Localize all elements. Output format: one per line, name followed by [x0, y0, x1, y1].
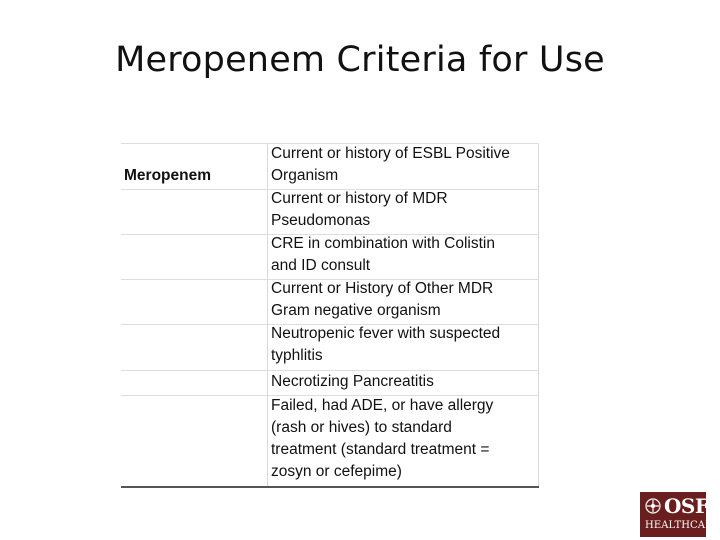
criteria-line: CRE in combination with Colistin: [271, 235, 495, 252]
criteria-line: Gram negative organism: [271, 302, 441, 319]
slide-title: Meropenem Criteria for Use: [115, 40, 605, 80]
logo-sub-text: HEALTHCARE: [645, 520, 720, 531]
logo-main-text: OSF: [664, 494, 709, 518]
criteria-row: [271, 323, 539, 367]
criteria-line: Organism: [271, 167, 339, 184]
criteria-line: Neutropenic fever with suspected: [271, 325, 501, 342]
criteria-line: (rash or hives) to standard: [271, 419, 452, 436]
osf-healthcare-logo: [640, 492, 720, 537]
criteria-line: Current or History of Other MDR: [271, 280, 494, 297]
criteria-row: [271, 188, 539, 232]
criteria-row: [271, 143, 539, 187]
criteria-table: [121, 143, 539, 488]
criteria-line: Necrotizing Pancreatitis: [271, 373, 434, 390]
criteria-line: and ID consult: [271, 257, 371, 274]
criteria-line: typhlitis: [271, 347, 323, 364]
criteria-line: Current or history of ESBL Positive: [271, 145, 510, 162]
criteria-line: zosyn or cefepime): [271, 463, 402, 480]
seal-icon: [644, 496, 662, 516]
criteria-line: Pseudomonas: [271, 212, 371, 229]
criteria-row: [271, 395, 539, 483]
criteria-line: Current or history of MDR: [271, 190, 448, 207]
criteria-row: [271, 278, 539, 322]
criteria-row: [271, 371, 539, 393]
criteria-line: treatment (standard treatment =: [271, 441, 490, 458]
criteria-row: [271, 233, 539, 277]
criteria-line: Failed, had ADE, or have allergy: [271, 397, 494, 414]
drug-name: Meropenem: [124, 167, 211, 184]
drug-column: [121, 143, 268, 486]
